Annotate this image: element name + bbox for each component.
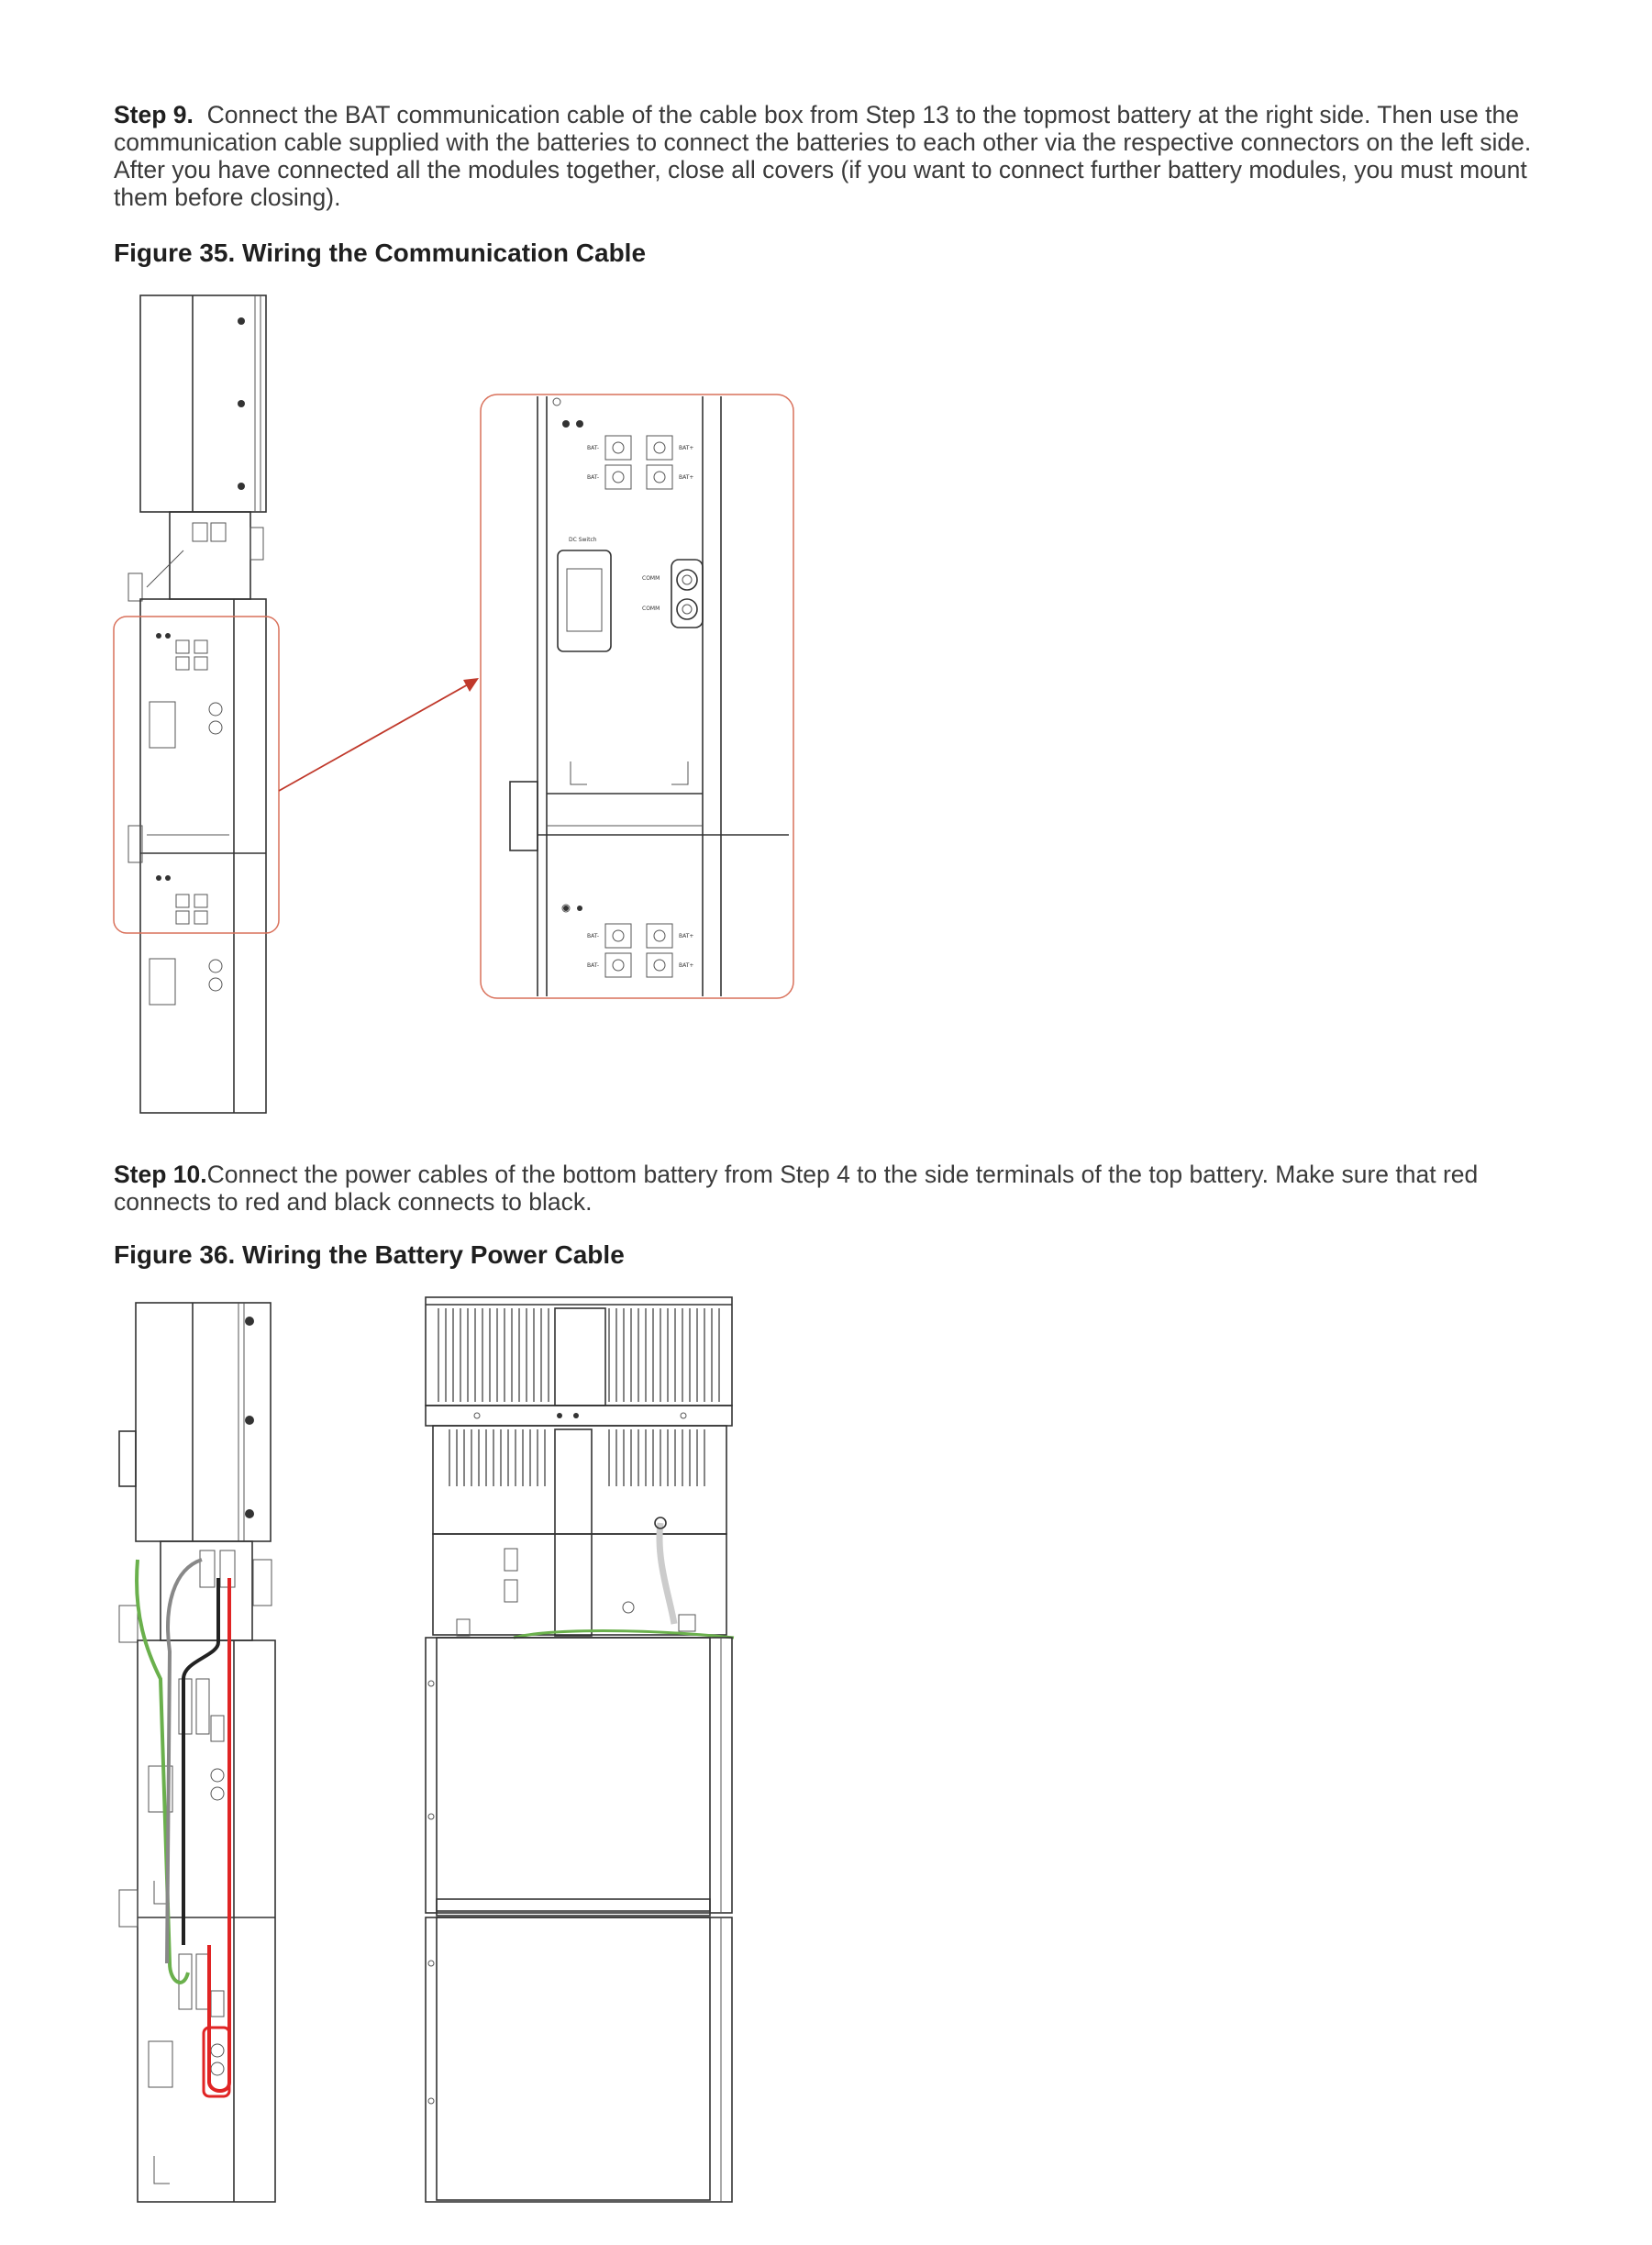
figure-36-caption: Figure 36. Wiring the Battery Power Cable [114, 1240, 625, 1269]
step-9-label: Step 9. [114, 101, 194, 128]
red-power-cable [209, 1578, 229, 2091]
figure-35-caption: Figure 35. Wiring the Communication Cable [114, 239, 647, 267]
label-bat-minus-1: BAT- [587, 445, 600, 451]
label-bat-minus-4: BAT- [587, 962, 600, 969]
label-comm-1: COMM [642, 575, 660, 582]
label-bat-plus-3: BAT+ [679, 933, 694, 939]
label-bat-minus-3: BAT- [587, 933, 600, 939]
side-view [426, 1297, 734, 2202]
front-view [119, 1303, 275, 2202]
label-bat-plus-1: BAT+ [679, 445, 694, 451]
step-9-text: Connect the BAT communication cable of the cable box from Step 13 to the topmost battery at the right side. Then use the communication cable supplied with the batteries to connect the batteries to each other via the respective connectors on the left side. After you have connected all the modules together, close all covers (if you want to connect further battery modules, you must mount them before closing). [114, 101, 1532, 211]
label-comm-2: COMM [642, 606, 660, 612]
step-10-label: Step 10. [114, 1161, 207, 1188]
label-bat-minus-2: BAT- [587, 474, 600, 481]
label-bat-plus-2: BAT+ [679, 474, 694, 481]
label-dc-switch: DC Switch [569, 537, 597, 543]
green-ground-cable [137, 1560, 188, 1983]
step-10-text: Connect the power cables of the bottom battery from Step 4 to the side terminals of the top battery. Make sure that red connects to red and black connects to black. [114, 1161, 1479, 1216]
black-power-cable [183, 1578, 218, 1945]
label-bat-plus-4: BAT+ [679, 962, 694, 969]
